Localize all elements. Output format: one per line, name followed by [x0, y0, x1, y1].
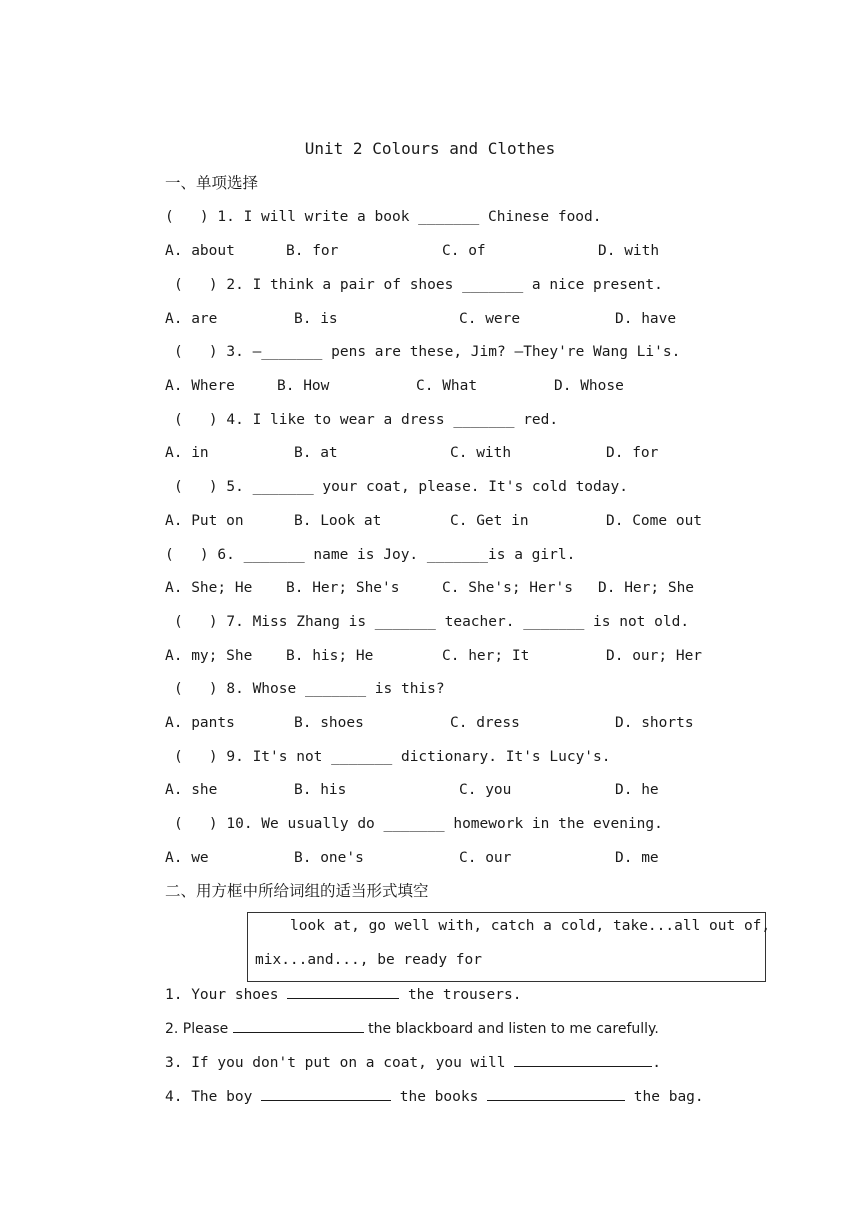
option-c: C. her; It	[442, 648, 530, 664]
question-2: ( ) 2. I think a pair of shoes _______ a nice present.	[174, 277, 663, 293]
option-d: D. our; Her	[606, 648, 703, 664]
fill-item-3	[165, 1052, 661, 1073]
fill-item-1	[165, 984, 521, 1005]
option-d: D. with	[598, 243, 660, 259]
option-b: B. How	[277, 378, 330, 394]
option-c: C. were	[459, 311, 521, 327]
answer-blank[interactable]	[514, 1052, 652, 1067]
question-7: ( ) 7. Miss Zhang is _______ teacher. _______ is not old.	[174, 614, 690, 630]
fill-item-text: 3. If you don't put on a coat, you will	[165, 1055, 515, 1071]
section-2-heading: 二、用方框中所给词组的适当形式填空	[165, 882, 429, 900]
option-a: A. Where	[165, 378, 235, 394]
option-a: A. we	[165, 850, 209, 866]
option-a: A. about	[165, 243, 235, 259]
option-d: D. Her; She	[598, 580, 695, 596]
question-3: ( ) 3. —_______ pens are these, Jim? —They're Wang Li's.	[174, 344, 681, 360]
question-4: ( ) 4. I like to wear a dress _______ red.	[174, 412, 559, 428]
option-c: C. our	[459, 850, 512, 866]
option-d: D. have	[615, 311, 677, 327]
option-c: C. She's; Her's	[442, 580, 573, 596]
question-6: ( ) 6. _______ name is Joy. _______is a girl.	[165, 547, 576, 563]
option-c: C. What	[416, 378, 478, 394]
answer-blank[interactable]	[233, 1018, 364, 1033]
option-b: B. his	[294, 782, 347, 798]
page-title: Unit 2 Colours and Clothes	[304, 139, 556, 158]
option-a: A. my; She	[165, 648, 253, 664]
answer-blank[interactable]	[487, 1086, 625, 1101]
option-d: D. Come out	[606, 513, 703, 529]
fill-item-text: 2. Please	[165, 1021, 233, 1037]
option-d: D. shorts	[615, 715, 694, 731]
fill-item-text: the blackboard and listen to me carefully.	[363, 1021, 659, 1037]
option-a: A. She; He	[165, 580, 253, 596]
option-a: A. pants	[165, 715, 235, 731]
fill-item-4	[165, 1086, 704, 1107]
option-b: B. shoes	[294, 715, 364, 731]
section-1-heading: 一、单项选择	[165, 174, 259, 192]
option-b: B. at	[294, 445, 338, 461]
option-b: B. his; He	[286, 648, 374, 664]
option-a: A. Put on	[165, 513, 244, 529]
option-d: D. for	[606, 445, 659, 461]
option-c: C. Get in	[450, 513, 529, 529]
question-1: ( ) 1. I will write a book _______ Chinese food.	[165, 209, 602, 225]
option-d: D. he	[615, 782, 659, 798]
question-9: ( ) 9. It's not _______ dictionary. It's Lucy's.	[174, 749, 611, 765]
fill-item-text: 4. The boy	[165, 1089, 262, 1105]
question-5: ( ) 5. _______ your coat, please. It's cold today.	[174, 479, 628, 495]
option-b: B. is	[294, 311, 338, 327]
fill-item-text: the books	[391, 1089, 488, 1105]
fill-item-text: the trousers.	[399, 987, 522, 1003]
option-c: C. with	[450, 445, 512, 461]
option-b: B. for	[286, 243, 339, 259]
phrase-box-line-1: look at, go well with, catch a cold, take...all out of,	[290, 918, 771, 934]
option-b: B. one's	[294, 850, 364, 866]
option-a: A. she	[165, 782, 218, 798]
option-c: C. dress	[450, 715, 520, 731]
fill-item-text: .	[652, 1055, 661, 1071]
answer-blank[interactable]	[261, 1086, 391, 1101]
option-c: C. you	[459, 782, 512, 798]
option-c: C. of	[442, 243, 486, 259]
phrase-box-line-2: mix...and..., be ready for	[255, 952, 482, 968]
option-b: B. Look at	[294, 513, 382, 529]
option-a: A. are	[165, 311, 218, 327]
option-a: A. in	[165, 445, 209, 461]
fill-item-text: the bag.	[625, 1089, 704, 1105]
option-b: B. Her; She's	[286, 580, 400, 596]
option-d: D. Whose	[554, 378, 624, 394]
option-d: D. me	[615, 850, 659, 866]
fill-item-2	[165, 1018, 659, 1039]
question-8: ( ) 8. Whose _______ is this?	[174, 681, 445, 697]
fill-item-text: 1. Your shoes	[165, 987, 288, 1003]
question-10: ( ) 10. We usually do _______ homework in the evening.	[174, 816, 663, 832]
answer-blank[interactable]	[287, 984, 399, 999]
